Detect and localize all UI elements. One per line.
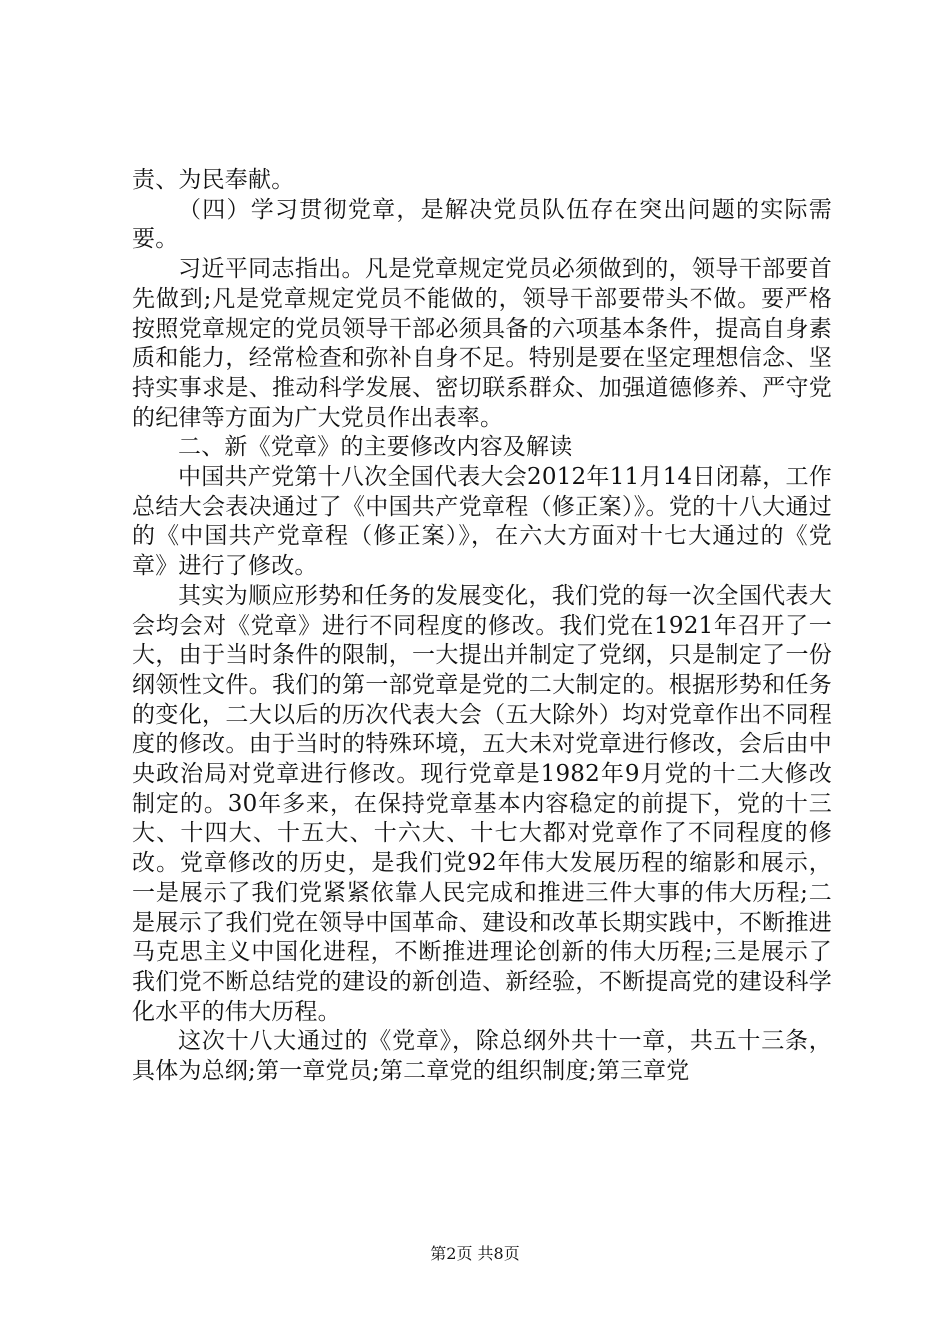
section-heading-two: 二、新《党章》的主要修改内容及解读 <box>178 434 573 461</box>
paragraph-18th-congress: 中国共产党第十八次全国代表大会2012年11月14日闭幕，工作总结大会表决通过了《中国共产党章程（修正案）》。党的十八大通过的《中国共产党章程（修正案）》，在六大方面对十七大通过的《党章》进行了修改。 <box>132 464 832 580</box>
document-body <box>132 166 832 1087</box>
paragraph-xi-quote: 习近平同志指出。凡是党章规定党员必须做到的，领导干部要首先做到;凡是党章规定党员不能做的，领导干部要带头不做。要严格按照党章规定的党员领导干部必须具备的六项基本条件，提高自身素质和能力，经常检查和弥补自身不足。特别是要在坚定理想信念、坚持实事求是、推动科学发展、密切联系群众、加强道德修养、严守党的纪律等方面为广大党员作出表率。 <box>132 256 832 431</box>
paragraph-continuation: 责、为民奉献。 <box>132 167 295 193</box>
paragraph-structure: 这次十八大通过的《党章》，除总纲外共十一章，共五十三条，具体为总纲;第一章党员;第二章党的组织制度;第三章党 <box>132 1028 832 1085</box>
paragraph-section-four: （四）学习贯彻党章，是解决党员队伍存在突出问题的实际需要。 <box>132 196 832 253</box>
page-footer: 第2页 共8页 <box>430 1244 520 1263</box>
paragraph-history: 其实为顺应形势和任务的发展变化，我们党的每一次全国代表大会均会对《党章》进行不同程度的修改。我们党在1921年召开了一大，由于当时条件的限制，一大提出并制定了党纲，只是制定了一份纲领性文件。我们的第一部党章是党的二大制定的。根据形势和任务的变化，二大以后的历次代表大会（五大除外）均对党章作出不同程度的修改。由于当时的特殊环境，五大未对党章进行修改，会后由中央政治局对党章进行修改。现行党章是1982年9月党的十二大修改制定的。30年多来，在保持党章基本内容稳定的前提下，党的十三大、十四大、十五大、十六大、十七大都对党章作了不同程度的修改。党章修改的历史，是我们党92年伟大发展历程的缩影和展示，一是展示了我们党紧紧依靠人民完成和推进三件大事的伟大历程;二是展示了我们党在领导中国革命、建设和改革长期实践中，不断推进马克思主义中国化进程，不断推进理论创新的伟大历程;三是展示了我们党不断总结党的建设的新创造、新经验，不断提高党的建设科学化水平的伟大历程。 <box>132 582 832 1025</box>
